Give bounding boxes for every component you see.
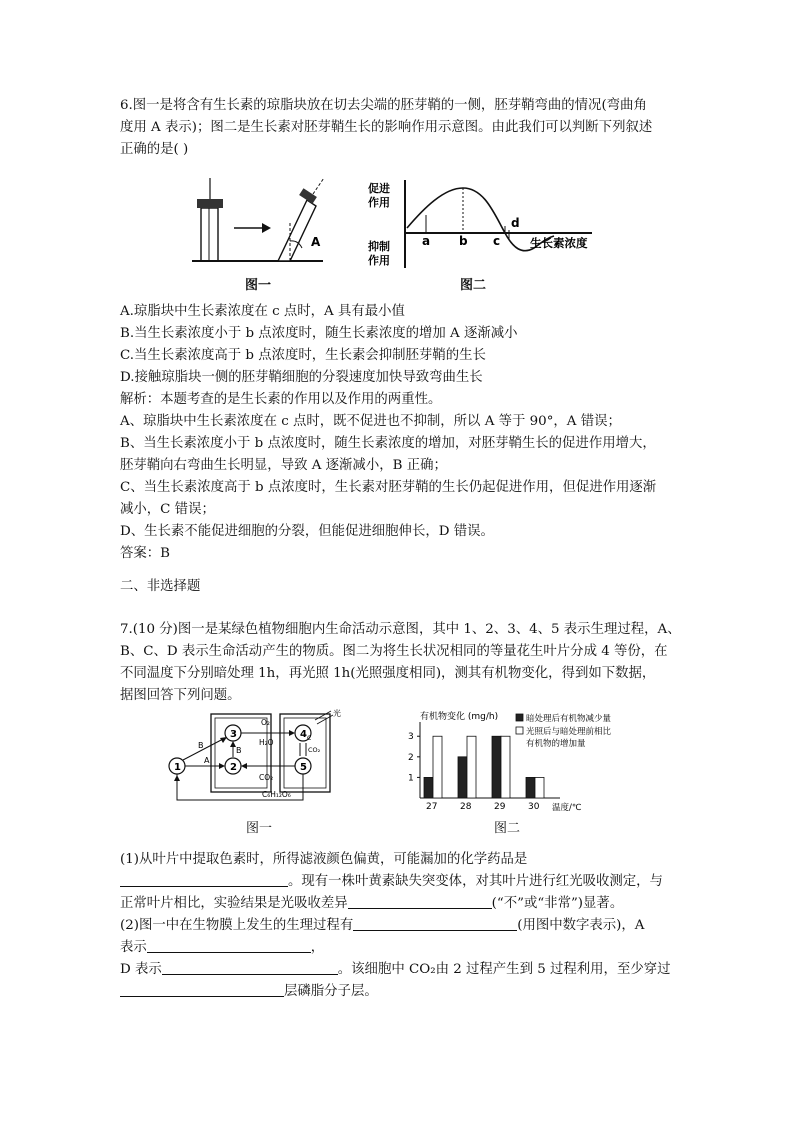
q7-q1-text-a: (1)从叶片中提取色素时，所得滤液颜色偏黄，可能漏加的化学药品是 (120, 852, 528, 867)
q6-fig2-point-a: a (422, 234, 431, 248)
q7-fig2-caption: 图二 (494, 821, 521, 836)
bar-light-27 (433, 736, 442, 798)
q7-label-c: C (307, 735, 312, 742)
q6-fig1-angle-label: A (311, 235, 321, 249)
q6-fig2-inhibit-1: 抑制 (368, 240, 390, 253)
q7-stem-line-3: 不同温度下分别暗处理 1h，再光照 1h(光照强度相同)，测其有机物变化，得到如下数据， (120, 666, 656, 681)
q7-q2-text-d: ， (310, 940, 325, 955)
q6-option-b: B.当生长素浓度小于 b 点浓度时，随生长素浓度的增加 A 逐渐减小 (120, 326, 518, 341)
q7-q1-text-c: 正常叶片相比，实验结果是光吸收差异 (120, 896, 348, 911)
q7-node-2: 2 (230, 762, 237, 773)
q6-fig2-point-d: d (511, 216, 520, 230)
q6-analysis-line-4: 胚芽鞘向右弯曲生长明显，导致 A 逐渐减小，B 正确； (120, 458, 447, 473)
q6-option-c: C.当生长素浓度高于 b 点浓度时，生长素会抑制胚芽鞘的生长 (120, 348, 486, 363)
x-tick-label: 28 (460, 802, 472, 812)
q7-node-5: 5 (300, 762, 307, 773)
q7-label-b: B (198, 741, 204, 750)
q7-bar-chart (400, 708, 640, 812)
q6-option-a: A.琼脂块中生长素浓度在 c 点时，A 具有最小值 (120, 304, 405, 319)
q7-question-1-line-2 (120, 871, 663, 893)
q7-q2-blank-3[interactable] (162, 960, 338, 975)
q7-question-1-line-3 (120, 893, 623, 915)
q6-analysis-line-7: D、生长素不能促进细胞的分裂，但能促进细胞伸长，D 错误。 (120, 524, 494, 539)
q7-q2-text-a: (2)图一中在生物膜上发生的生理过程有 (120, 918, 354, 933)
q7-q1-blank-1[interactable] (120, 872, 288, 887)
q7-q2-text-e: D 表示 (120, 962, 162, 977)
chart-xlabel: 温度/℃ (552, 803, 582, 812)
q6-stem-line-1: 6.图一是将含有生长素的琼脂块放在切去尖端的胚芽鞘的一侧，胚芽鞘弯曲的情况(弯曲角 (120, 98, 647, 113)
q6-option-d: D.接触琼脂块一侧的胚芽鞘细胞的分裂速度加快导致弯曲生长 (120, 370, 483, 385)
legend-light-label-2: 有机物的增加量 (526, 739, 586, 749)
y-tick-label: 2 (408, 752, 414, 763)
q7-q2-text-g: 层磷脂分子层。 (284, 984, 378, 999)
q6-stem-line-2: 度用 A 表示)；图二是生长素对胚芽鞘生长的影响作用示意图。由此我们可以判断下列叙述 (120, 120, 653, 135)
x-tick-label: 30 (528, 802, 540, 812)
y-tick-label: 3 (408, 732, 414, 743)
q6-analysis-line-5: C、当生长素浓度高于 b 点浓度时，生长素对胚芽鞘的生长仍起促进作用，但促进作用逐渐 (120, 480, 657, 495)
bar-light-30 (535, 777, 544, 798)
q7-figure-1 (165, 708, 345, 808)
q6-analysis-line-3: B、当生长素浓度小于 b 点浓度时，随生长素浓度的增加，对胚芽鞘生长的促进作用增大， (120, 436, 656, 451)
q7-label-co2: CO₂ (259, 773, 274, 782)
legend-light-label-1: 光照后与暗处理前相比 (526, 727, 612, 737)
legend-dark-label: 暗处理后有机物减少量 (526, 714, 612, 724)
q6-analysis-line-1: 解析：本题考查的是生长素的作用以及作用的两重性。 (120, 392, 442, 407)
q6-fig2-promote-2: 作用 (368, 196, 390, 209)
q7-label-o2: O₂ (261, 718, 270, 727)
q7-q2-blank-4[interactable] (120, 982, 284, 997)
q7-node-1: 1 (174, 762, 181, 773)
q6-fig2-point-c: c (493, 234, 501, 248)
q6-stem-line-3: 正确的是( ) (120, 142, 189, 157)
q6-figure-1 (190, 178, 330, 268)
q6-fig2-caption: 图二 (460, 278, 487, 293)
q7-q2-blank-2[interactable] (147, 938, 311, 953)
bar-light-29 (501, 736, 510, 798)
svg-text:抑制 作用 (368, 239, 394, 267)
bar-dark-28 (458, 757, 467, 798)
q7-node-4: 4 (300, 729, 307, 740)
q6-fig2-point-b: b (459, 234, 468, 248)
q7-stem-line-2: B、C、D 表示生命活动产生的物质。图二为将生长状况相同的等量花生叶片分成 4 等份，在 (120, 644, 668, 659)
q7-question-2-line-4 (120, 981, 378, 1003)
q6-fig1-caption: 图一 (245, 278, 272, 293)
x-tick-label: 27 (426, 802, 438, 812)
q7-question-2-line-3 (120, 959, 671, 981)
x-tick-label: 29 (494, 802, 506, 812)
bar-dark-30 (526, 777, 535, 798)
q7-label-b2: B (236, 746, 242, 755)
q7-fig1-caption: 图一 (246, 821, 273, 836)
q7-q2-text-f: 。该细胞中 CO₂由 2 过程产生到 5 过程利用，至少穿过 (337, 962, 671, 977)
bar-light-28 (467, 736, 476, 798)
q7-label-light: 光 (333, 709, 341, 718)
q7-question-2-line-1 (120, 915, 644, 937)
q7-label-a: A (204, 756, 210, 765)
q6-fig2-promote-1: 促进 (368, 182, 390, 195)
section-title: 二、非选择题 (120, 579, 201, 594)
q7-label-glucose: C₆H₁₂O₆ (262, 790, 291, 799)
q7-q1-blank-2[interactable] (348, 894, 492, 909)
q7-stem-line-1: 7.(10 分)图一是某绿色植物细胞内生命活动示意图，其中 1、2、3、4、5 表示生理过程，A、 (120, 622, 681, 637)
q7-q2-text-b: (用图中数字表示)，A (517, 918, 645, 933)
q6-answer: 答案：B (120, 546, 171, 561)
q7-q2-text-c: 表示 (120, 940, 147, 955)
y-tick-label: 1 (408, 773, 414, 784)
q7-q1-text-b: 。现有一株叶黄素缺失突变体，对其叶片进行红光吸收测定，与 (288, 874, 663, 889)
q7-node-3: 3 (230, 729, 237, 740)
q7-q1-text-d: (“不”或“非常”)显著。 (491, 896, 624, 911)
q7-question-2-line-2 (120, 937, 324, 959)
svg-text:促进 作用 (368, 181, 394, 209)
q6-analysis-line-6: 减小，C 错误； (120, 502, 215, 517)
bar-dark-27 (424, 777, 433, 798)
q7-q2-blank-1[interactable] (353, 916, 517, 931)
q7-question-1-line-1 (120, 849, 527, 871)
q7-stem-line-4: 据图回答下列问题。 (120, 688, 241, 703)
q6-fig2-xlabel: 生长素浓度 (530, 236, 588, 250)
bar-dark-29 (492, 736, 501, 798)
q6-figure-2 (362, 178, 606, 268)
chart-ylabel: 有机物变化 (mg/h) (420, 712, 499, 722)
q6-analysis-line-2: A、琼脂块中生长素浓度在 c 点时，既不促进也不抑制，所以 A 等于 90°，A 错误； (120, 414, 621, 429)
q7-label-co2-vertical: CO₂ (308, 746, 321, 754)
q7-label-h2o: H₂O (259, 738, 274, 747)
q6-fig2-inhibit-2: 作用 (368, 254, 390, 267)
